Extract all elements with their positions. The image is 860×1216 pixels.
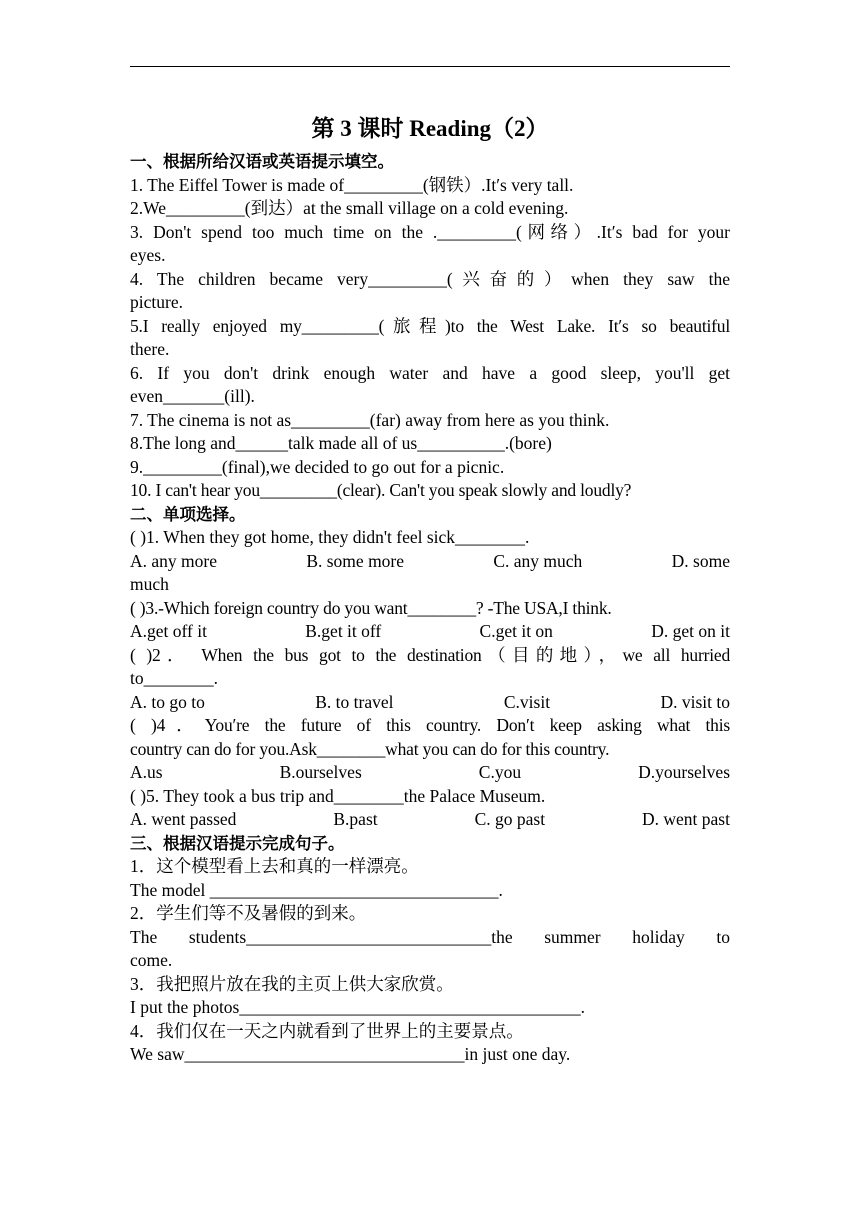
- option-c: C.get it on: [479, 621, 553, 641]
- header-rule: [130, 66, 730, 67]
- question-4: ( )4．You′re the future of this country. Don′t keep asking what this: [130, 715, 730, 735]
- option-d: D. get on it: [651, 621, 730, 641]
- question-2-options: [130, 691, 730, 715]
- option-a: A.get off it: [130, 621, 207, 641]
- fill-in-item-4-cont: picture.: [130, 292, 183, 312]
- fill-in-item-6: 6. If you don't drink enough water and have a good sleep, you'll get: [130, 362, 730, 383]
- page-title: 第 3 课时 Reading（2）: [311, 116, 549, 141]
- question-4-cont: country can do for you.Ask________what you can do for this country.: [130, 738, 610, 759]
- option-a: A. went passed: [130, 809, 237, 829]
- fill-in-item-4: 4. The children became very_________(兴奋的）when they saw the: [130, 268, 730, 289]
- translation-1-english: The model _________________________________.: [130, 879, 503, 900]
- fill-in-item-5: 5.I really enjoyed my_________(旅程)to the West Lake. It′s so beautiful: [130, 315, 730, 336]
- question-1: ( )1. When they got home, they didn't feel sick________.: [130, 527, 530, 547]
- worksheet-body: [130, 150, 730, 1067]
- option-d: D. visit to: [660, 691, 730, 712]
- question-4-options: [130, 761, 730, 785]
- option-c: C.you: [478, 762, 522, 782]
- option-c: C. any much: [493, 550, 583, 571]
- option-c: C. go past: [474, 809, 546, 829]
- fill-in-item-8: 8.The long and______talk made all of us__________.(bore): [130, 433, 552, 453]
- option-a: A. any more: [130, 550, 217, 571]
- translation-4-chinese: 4．我们仅在一天之内就看到了世界上的主要景点。: [130, 1020, 524, 1041]
- fill-in-item-10: 10. I can't hear you_________(clear). Can't you speak slowly and loudly?: [130, 480, 632, 500]
- section-heading-multiple-choice: 二、单项选择。: [130, 504, 246, 524]
- option-b: B.get it off: [305, 621, 382, 641]
- question-3: ( )3.-Which foreign country do you want________? -The USA,I think.: [130, 597, 612, 618]
- fill-in-item-3: 3. Don't spend too much time on the ._________(网络）.It′s bad for your: [130, 221, 730, 242]
- question-5-options: [130, 808, 730, 832]
- option-a: A.us: [130, 762, 163, 782]
- fill-in-item-6-cont: even_______(ill).: [130, 386, 255, 406]
- section-heading-translation: 三、根据汉语提示完成句子。: [130, 833, 345, 853]
- section-heading-fill-in: 一、根据所给汉语或英语提示填空。: [130, 152, 394, 171]
- fill-in-item-5-cont: there.: [130, 339, 170, 359]
- question-3-options: [130, 620, 730, 644]
- option-b: B. to travel: [315, 691, 394, 712]
- fill-in-item-7: 7. The cinema is not as_________(far) away from here as you think.: [130, 409, 610, 430]
- translation-2-english: The students____________________________the summer holiday to: [130, 926, 730, 947]
- question-1-options: [130, 550, 730, 574]
- translation-3-chinese: 3．我把照片放在我的主页上供大家欣赏。: [130, 973, 454, 994]
- option-b: B.past: [333, 809, 378, 829]
- question-2-cont: to________.: [130, 668, 218, 688]
- option-b: B. some more: [306, 550, 405, 571]
- fill-in-item-3-cont: eyes.: [130, 245, 166, 265]
- translation-3-english: I put the photos_______________________________________.: [130, 997, 585, 1017]
- option-b: B.ourselves: [279, 762, 362, 782]
- question-5: ( )5. They took a bus trip and________the Palace Museum.: [130, 785, 546, 806]
- translation-1-chinese: 1．这个模型看上去和真的一样漂亮。: [130, 856, 419, 876]
- fill-in-item-2: 2.We_________(到达）at the small village on a cold evening.: [130, 198, 569, 218]
- translation-2-chinese: 2．学生们等不及暑假的到来。: [130, 903, 367, 923]
- question-1-options-cont: much: [130, 574, 169, 594]
- fill-in-item-9: 9._________(final),we decided to go out for a picnic.: [130, 456, 505, 477]
- question-2: ( )2． When the bus got to the destination（目的地），we all hurried: [130, 644, 730, 665]
- fill-in-item-1: 1. The Eiffel Tower is made of_________(钢铁）.It′s very tall.: [130, 174, 574, 195]
- translation-2-english-cont: come.: [130, 950, 173, 970]
- option-c: C.visit: [503, 691, 551, 712]
- option-d: D. some: [671, 550, 730, 571]
- option-d: D.yourselves: [638, 762, 730, 782]
- translation-4-english: We saw________________________________in just one day.: [130, 1044, 571, 1064]
- option-d: D. went past: [642, 809, 730, 829]
- option-a: A. to go to: [130, 691, 205, 712]
